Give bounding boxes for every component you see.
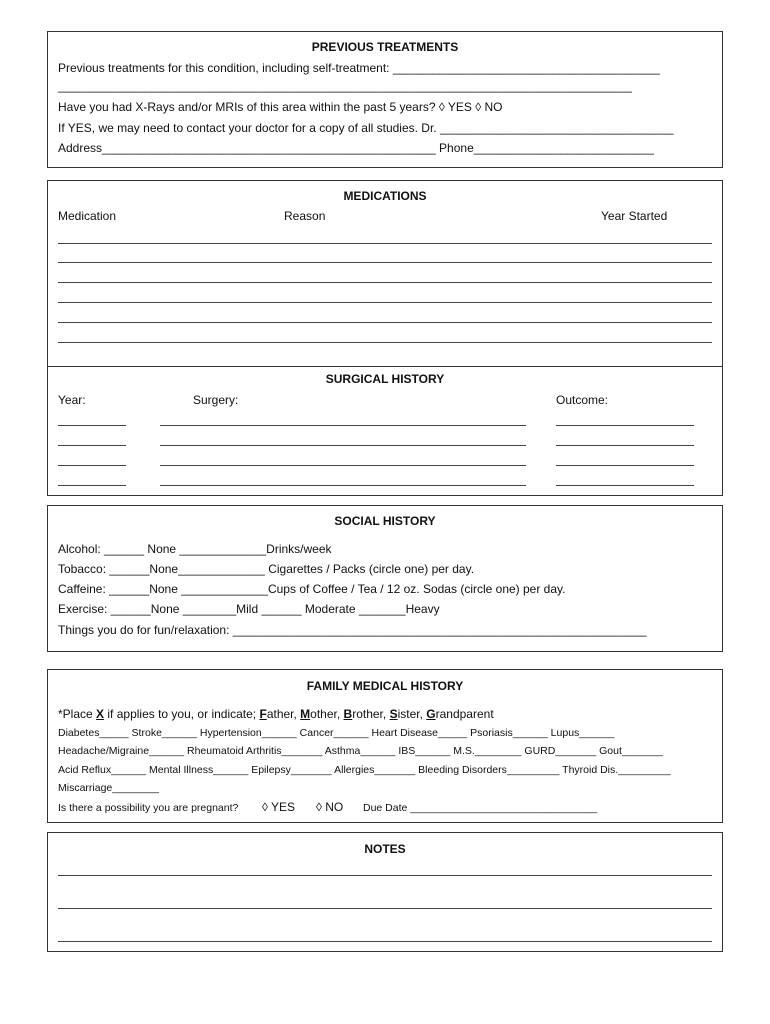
surgery-name-line[interactable] (160, 465, 526, 466)
surgery-year-line[interactable] (58, 425, 126, 426)
notes-line[interactable] (58, 941, 712, 942)
notes-line[interactable] (58, 875, 712, 876)
previous-treatments-question[interactable]: Previous treatments for this condition, including self-treatment: ________________________________________ (58, 61, 660, 75)
family-medical-history-section (47, 669, 723, 823)
surgery-name-line[interactable] (160, 445, 526, 446)
medications-section (47, 180, 723, 367)
surgery-year-line[interactable] (58, 485, 126, 486)
father-rest: ather, (266, 707, 301, 721)
brother-rest: rother, (352, 707, 390, 721)
mother-initial: M (300, 707, 311, 721)
previous-treatments-line[interactable]: ______________________________________________________________________________________ (58, 79, 632, 93)
mother-rest: other, (310, 707, 344, 721)
conditions-row[interactable]: Diabetes_____ Stroke______ Hypertension______ Cancer______ Heart Disease_____ Psoriasis______ Lupus______ (58, 727, 615, 739)
conditions-row[interactable]: Acid Reflux______ Mental Illness______ Epilepsy_______ Allergies_______ Bleeding Disorders_________ Thyroid Dis._________ (58, 764, 671, 776)
alcohol-field[interactable]: Alcohol: ______ None _____________Drinks/week (58, 542, 332, 556)
surgical-history-title: SURGICAL HISTORY (325, 372, 445, 386)
xray-mri-question[interactable]: Have you had X-Rays and/or MRIs of this area within the past 5 years? ◊ YES ◊ NO (58, 100, 503, 114)
year-started-column-header: Year Started (601, 209, 668, 223)
previous-treatments-section (47, 31, 723, 168)
medications-title: MEDICATIONS (343, 189, 427, 203)
social-history-title: SOCIAL HISTORY (334, 514, 436, 528)
surgery-name-line[interactable] (160, 425, 526, 426)
father-initial: F (259, 707, 267, 721)
surgery-outcome-line[interactable] (556, 465, 694, 466)
conditions-row[interactable]: Headache/Migraine______ Rheumatoid Arthritis_______ Asthma______ IBS______ M.S.________ GURD_______ Gout_______ (58, 745, 663, 757)
pregnancy-yes-option[interactable]: ◊ YES (262, 800, 296, 814)
medication-column-header: Medication (58, 209, 117, 223)
pregnancy-no-option[interactable]: ◊ NO (316, 800, 344, 814)
surgery-outcome-line[interactable] (556, 485, 694, 486)
surgical-history-section (47, 366, 723, 496)
notes-title: NOTES (364, 842, 406, 856)
surgery-header: Surgery: (193, 393, 239, 407)
medication-entry-line[interactable] (58, 243, 712, 244)
sister-rest: ister, (397, 707, 427, 721)
doctor-contact-field[interactable]: If YES, we may need to contact your doctor for a copy of all studies. Dr. ___________________________________ (58, 121, 674, 135)
surgery-outcome-header: Outcome: (556, 393, 609, 407)
reason-column-header: Reason (284, 209, 326, 223)
surgery-outcome-line[interactable] (556, 425, 694, 426)
address-phone-field[interactable]: Address__________________________________________________ Phone___________________________ (58, 141, 654, 155)
due-date-field[interactable]: Due Date ________________________________ (363, 802, 598, 814)
family-history-instructions (58, 707, 494, 721)
surgery-year-line[interactable] (58, 465, 126, 466)
tobacco-field[interactable]: Tobacco: ______None_____________ Cigarettes / Packs (circle one) per day. (58, 562, 475, 576)
instruction-text: if applies to you, or indicate; (104, 707, 260, 721)
instruction-text: *Place (58, 707, 97, 721)
medication-entry-line[interactable] (58, 322, 712, 323)
surgery-outcome-line[interactable] (556, 445, 694, 446)
pregnancy-question: Is there a possibility you are pregnant? (58, 802, 239, 814)
brother-initial: B (343, 707, 353, 721)
x-marker: X (96, 707, 105, 721)
medication-entry-line[interactable] (58, 282, 712, 283)
previous-treatments-title: PREVIOUS TREATMENTS (311, 40, 459, 54)
sister-initial: S (389, 707, 398, 721)
medication-entry-line[interactable] (58, 302, 712, 303)
surgery-name-line[interactable] (160, 485, 526, 486)
caffeine-field[interactable]: Caffeine: ______None _____________Cups of Coffee / Tea / 12 oz. Sodas (circle one) per day. (58, 582, 566, 596)
notes-line[interactable] (58, 908, 712, 909)
grandparent-rest: randparent (435, 707, 494, 721)
conditions-row[interactable]: Miscarriage________ (58, 782, 159, 794)
surgery-year-line[interactable] (58, 445, 126, 446)
family-history-title: FAMILY MEDICAL HISTORY (306, 679, 464, 693)
medication-entry-line[interactable] (58, 262, 712, 263)
surgery-year-header: Year: (58, 393, 86, 407)
fun-relaxation-field[interactable]: Things you do for fun/relaxation: ______________________________________________________________ (58, 623, 647, 637)
grandparent-initial: G (426, 707, 436, 721)
notes-section (47, 832, 723, 952)
exercise-field[interactable]: Exercise: ______None ________Mild ______ Moderate _______Heavy (58, 602, 440, 616)
medication-entry-line[interactable] (58, 342, 712, 343)
social-history-section (47, 505, 723, 652)
